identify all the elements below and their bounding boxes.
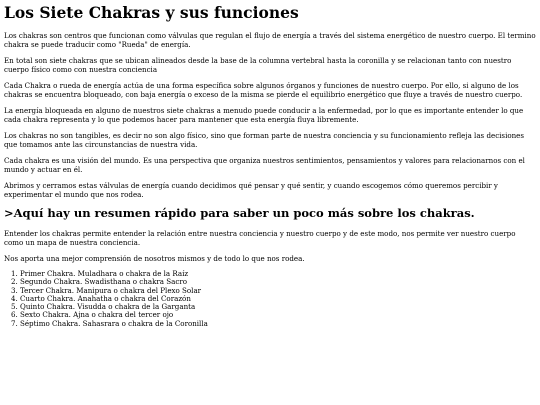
page-title: Los Siete Chakras y sus funciones — [4, 3, 299, 22]
chakra-list-item-7: 7. Séptimo Chakra. Sahasrara o chakra de la Coronilla — [20, 320, 536, 328]
chakra-list-item-1: 1. Primer Chakra. Muladhara o chakra de la Raíz — [20, 270, 536, 278]
intro-paragraph-4: La energía bloqueada en alguno de nuestros siete chakras a menudo puede conducir a la enfermedad, por lo que es importante entender lo que cada chakra representa y lo que podemos hacer para mantener que esta energía fluya libremente. — [4, 106, 524, 124]
intro-paragraph-1: Los chakras son centros que funcionan como válvulas que regulan el flujo de energía a través del sistema energético de nuestro cuerpo. El termino chakra se puede traducir como "Rueda" de energía. — [4, 31, 536, 49]
chakra-list-item-4: 4. Cuarto Chakra. Anahatha o chakra del Corazón — [20, 295, 536, 303]
chakra-list-item-5: 5. Quinto Chakra. Visudda o chakra de la Garganta — [20, 303, 536, 311]
chakra-list-item-2: 2. Segundo Chakra. Swadisthana o chakra Sacro — [20, 278, 536, 286]
intro-paragraph-3: Cada Chakra o rueda de energía actúa de una forma específica sobre algunos órganos y funciones de nuestro cuerpo. Por ello, si alguno de los chakras se encuentra bloqueado, con baja energía o exceso de la misma se pierde el equilibrio energético que fluye a través de nuestro cuerpo. — [4, 81, 523, 99]
intro-paragraph-6: Cada chakra es una visión del mundo. Es una perspectiva que organiza nuestros sentimientos, pensamientos y valores para relacionarnos con el mundo y actuar en él. — [4, 156, 525, 174]
chakra-list-item-6: 6. Sexto Chakra. Ajna o chakra del tercer ojo — [20, 311, 536, 319]
section-heading: >Aquí hay un resumen rápido para saber un poco más sobre los chakras. — [4, 206, 475, 220]
intro-paragraph-5: Los chakras no son tangibles, es decir no son algo físico, sino que forman parte de nuestra conciencia y su funcionamiento refleja las decisiones que tomamos ante las circunstancias de nuestra vida. — [4, 131, 525, 149]
section-paragraph-2: Nos aporta una mejor comprensión de nosotros mismos y de todo lo que nos rodea. — [4, 254, 305, 263]
intro-paragraph-2: En total son siete chakras que se ubican alineados desde la base de la columna vertebral hasta la coronilla y se relacionan tanto con nuestro cuerpo físico como con nuestra conciencia — [4, 56, 512, 74]
intro-paragraph-7: Abrimos y cerramos estas válvulas de energía cuando decidimos qué pensar y qué sentir, y cuando escogemos cómo queremos percibir y experimentar el mundo que nos rodea. — [4, 181, 498, 199]
chakra-list-item-3: 3. Tercer Chakra. Manipura o chakra del Plexo Solar — [20, 287, 536, 295]
section-paragraph-1: Entender los chakras permite entender la relación entre nuestra conciencia y nuestro cuerpo y de este modo, nos permite ver nuestro cuerpo como un mapa de nuestra conciencia. — [4, 229, 516, 247]
chakra-list — [4, 270, 536, 328]
